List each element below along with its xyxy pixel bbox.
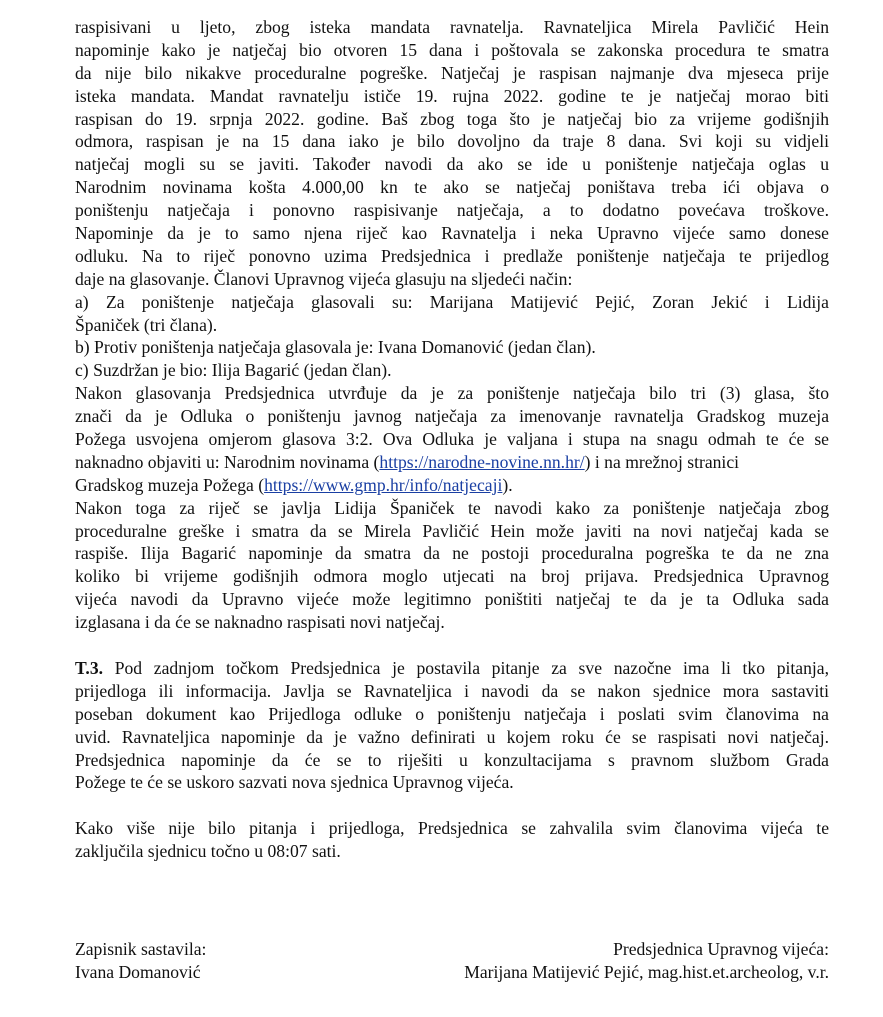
text-line: Napominje da je to samo njena riječ kao Ravnatelja i neka Upravno vijeće samo donese (75, 223, 829, 244)
text-line: odmora, raspisan je na 15 dana iako je bilo dovoljno da traje 8 dana. Svi koji su vidjeli (75, 131, 829, 152)
text-line: poništenju natječaja i ponovno raspisivanje natječaja, a to dodatno povećava troškove. (75, 200, 829, 221)
text-line: Nakon toga za riječ se javlja Lidija Španiček te navodi kako za poništenje natječaja zbog (75, 497, 829, 518)
text-line: znači da je Odluka o poništenju javnog natječaja za imenovanje ravnatelja Gradskog muzeja (75, 406, 829, 427)
vote-abstain-line: c) Suzdržan je bio: Ilija Bagarić (jedan član). (75, 360, 392, 381)
text-line: daje na glasovanje. Članovi Upravnog vijeća glasuju na sljedeći način: (75, 268, 573, 289)
text-line: zaključila sjednicu točno u 08:07 sati. (75, 841, 341, 862)
text-line: Kako više nije bilo pitanja i prijedloga, Predsjednica se zahvalila svim članovima vijeća te (75, 818, 829, 839)
text-line: da nije bilo nikakve proceduralne pogreške. Natječaj je raspisan najmanje dva mjeseca prije (75, 62, 829, 83)
text-line: uvid. Ravnateljica napominje da je važno definirati u kojem roku će se raspisati novi natječaj. (75, 726, 829, 747)
text-line: Nakon glasovanja Predsjednica utvrđuje da je za poništenje natječaja bilo tri (3) glasa, što (75, 383, 829, 404)
text-line: isteka mandata. Mandat ravnatelju ističe 19. rujna 2022. godine te je natječaj morao biti (75, 85, 829, 106)
document-body (75, 16, 829, 863)
text-line-with-link: Gradskog muzeja Požega (https://www.gmp.hr/info/natjecaji). (75, 474, 513, 495)
text-line: Požega usvojena omjerom glasova 3:2. Ova Odluka je valjana i stupa na snagu odmah te će se (75, 429, 829, 450)
text-line-with-link: naknadno objaviti u: Narodnim novinama (https://narodne-novine.nn.hr/) i na mrežnoj stranici (75, 451, 740, 472)
text-line: natječaj mogli su se javiti. Također navodi da ako se ide u poništenje natječaja oglas u (75, 154, 829, 175)
text-line: prijedloga ili informacija. Javlja se Ravnateljica i navodi da se nakon sjednice mora sastaviti (75, 680, 829, 701)
text-line: Narodnim novinama košta 4.000,00 kn te ako se natječaj poništava treba ići objava o (75, 177, 829, 198)
signature-right-name: Marijana Matijević Pejić, mag.hist.et.archeolog, v.r. (464, 962, 829, 982)
vote-against-line: b) Protiv poništenja natječaja glasovala je: Ivana Domanović (jedan član). (75, 337, 596, 358)
text-line: Španiček (tri člana). (75, 314, 218, 335)
text-line: Predsjednica napominje da će se to riješiti u konzultacijama s pravnom službom Grada (75, 749, 829, 770)
signature-right (464, 938, 829, 984)
text-line: raspisivani u ljeto, zbog isteka mandata ravnatelja. Ravnateljica Mirela Pavličić Hein (75, 17, 829, 37)
section-t3-line: T.3. Pod zadnjom točkom Predsjednica je postavila pitanje za sve nazočne ima li tko pitanja, (75, 657, 829, 678)
text-line: vijeća navodi da Upravno vijeće može legitimno poništiti natječaj te da je ta Odluka sada (75, 589, 829, 610)
signature-left-title: Zapisnik sastavila: (75, 939, 207, 959)
text-line: odluku. Na to riječ ponovno uzima Predsjednica i predlaže poništenje natječaja te prijedlog (75, 245, 829, 266)
text-line: raspiše. Ilija Bagarić napominje da smatra da ne postoji proceduralna pogreška te da ne zna (75, 543, 829, 564)
text-line: raspisan do 19. srpnja 2022. godine. Baš zbog toga što je natječaj bio za vrijeme godišnjih (75, 108, 829, 129)
section-label: T.3. (75, 657, 104, 678)
text-line: koliko bi vrijeme godišnjih odmora moglo utjecati na broj prijava. Predsjednica Upravnog (75, 566, 829, 587)
vote-for-line: a) Za poništenje natječaja glasovali su: Marijana Matijević Pejić, Zoran Jekić i Lidija (75, 291, 829, 312)
narodne-novine-link[interactable]: https://narodne-novine.nn.hr/ (379, 451, 585, 472)
signature-right-title: Predsjednica Upravnog vijeća: (613, 939, 829, 959)
text-line: izglasana i da će se naknadno raspisati novi natječaj. (75, 612, 445, 633)
text-line: proceduralne greške i smatra da se Mirela Pavličić Hein može javiti na novi natječaj kada se (75, 520, 829, 541)
signature-left (75, 938, 206, 984)
text-line: Požege te će se uskoro sazvati nova sjednica Upravnog vijeća. (75, 772, 514, 793)
gmp-natjecaji-link[interactable]: https://www.gmp.hr/info/natjecaji (264, 474, 503, 495)
text-line: poseban dokument kao Prijedloga odluke o poništenju natječaja i poslati svim članovima na (75, 703, 829, 724)
text-line: napominje kako je natječaj bio otvoren 15 dana i poštovala se zakonska procedura te smatra (75, 39, 829, 60)
signature-left-name: Ivana Domanović (75, 962, 201, 982)
signature-block (75, 938, 829, 984)
